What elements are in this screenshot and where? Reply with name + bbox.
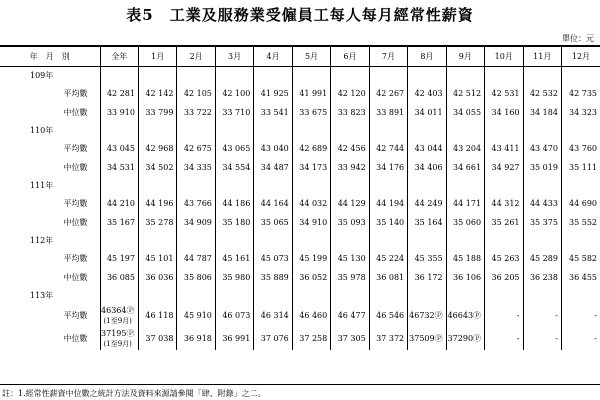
value-cell: 43 204: [446, 139, 484, 158]
empty-cell: [446, 232, 484, 249]
row-label: 平均數: [0, 194, 100, 213]
value-cell: 46 314: [254, 304, 292, 327]
value-cell: 42 281: [100, 84, 138, 103]
header-cell: 12月: [561, 47, 600, 67]
value-cell: 34 487: [254, 158, 292, 177]
value-cell: -: [594, 310, 597, 320]
value-cell: 37509Ⓟ: [408, 327, 446, 350]
value-cell: 35 060: [446, 213, 484, 232]
empty-cell: [254, 122, 292, 139]
year-row: [0, 232, 600, 249]
empty-cell: [446, 177, 484, 194]
value-cell: 44 196: [138, 194, 176, 213]
value-cell: 44 194: [369, 194, 407, 213]
value-cell: 45 263: [485, 249, 523, 268]
empty-cell: [254, 287, 292, 304]
value-cell: 41 991: [292, 84, 330, 103]
empty-cell: [292, 232, 330, 249]
value-cell: 33 823: [331, 103, 369, 122]
value-cell: 46643Ⓟ: [446, 304, 484, 327]
footnote: 註：1.經常性薪資中位數之統計方法及資料來源請參閱「肆、附錄」之二。: [2, 389, 266, 398]
value-cell: 36 991: [215, 327, 253, 350]
header-cell: 11月: [523, 47, 561, 67]
value-cell: 42 105: [177, 84, 215, 103]
value-cell: 45 197: [100, 249, 138, 268]
value-cell: -: [594, 333, 597, 343]
year-label: 110年: [0, 122, 100, 139]
value-cell: 33 710: [215, 103, 253, 122]
empty-cell: [331, 287, 369, 304]
value-cell: 34 173: [292, 158, 330, 177]
empty-cell: [254, 232, 292, 249]
value-cell: 44 312: [485, 194, 523, 213]
empty-cell: [215, 287, 253, 304]
header-cell: 全年: [100, 47, 138, 67]
empty-cell: [408, 122, 446, 139]
empty-cell: [485, 287, 523, 304]
value-cell: 36 238: [523, 268, 561, 287]
table-row: [0, 249, 600, 268]
empty-cell: [369, 177, 407, 194]
table-row: [0, 327, 600, 350]
table-row: [0, 139, 600, 158]
value-cell: 36 205: [485, 268, 523, 287]
row-label: 平均數: [0, 84, 100, 103]
value-cell: 34 406: [408, 158, 446, 177]
value-cell: 45 161: [215, 249, 253, 268]
value-cell: 43 045: [100, 139, 138, 158]
value-cell: [100, 327, 138, 350]
value-cell: 42 531: [485, 84, 523, 103]
empty-cell: [561, 122, 600, 139]
value-cell: 45 910: [177, 304, 215, 327]
header-cell: 4月: [254, 47, 292, 67]
year-label: 109年: [0, 67, 100, 85]
row-label: 中位數: [0, 103, 100, 122]
value-cell: 44 164: [254, 194, 292, 213]
value-cell: 45 101: [138, 249, 176, 268]
empty-cell: [292, 177, 330, 194]
value-cell: 42 403: [408, 84, 446, 103]
empty-cell: [561, 232, 600, 249]
table-row: [0, 103, 600, 122]
empty-cell: [215, 67, 253, 85]
value-cell: 44 433: [523, 194, 561, 213]
value-cell: 44 787: [177, 249, 215, 268]
empty-cell: [177, 122, 215, 139]
value-cell: -: [523, 327, 561, 350]
empty-cell: [485, 232, 523, 249]
value-cell: 42 735: [569, 89, 597, 98]
value-cell: 45 355: [408, 249, 446, 268]
value-cell: 34 011: [408, 103, 446, 122]
value-cell: -: [485, 327, 523, 350]
value-cell: 35 261: [485, 213, 523, 232]
value-cell: 46 546: [369, 304, 407, 327]
value-cell: 34 055: [446, 103, 484, 122]
value-cell: -: [485, 304, 523, 327]
empty-cell: [100, 177, 138, 194]
value-cell: 37 258: [292, 327, 330, 350]
table-row: [0, 268, 600, 287]
table-row: [0, 213, 600, 232]
row-label: 中位數: [0, 268, 100, 287]
value-text: 46364Ⓟ: [101, 305, 135, 315]
value-cell: 46732Ⓟ: [408, 304, 446, 327]
empty-cell: [177, 287, 215, 304]
value-cell: 37 038: [138, 327, 176, 350]
header-cell: 1月: [138, 47, 176, 67]
table-row: [0, 158, 600, 177]
empty-cell: [331, 122, 369, 139]
value-cell: 36 455: [569, 273, 597, 282]
value-cell: 44 129: [331, 194, 369, 213]
value-cell: 35 140: [369, 213, 407, 232]
header-cell: 6月: [331, 47, 369, 67]
empty-cell: [177, 67, 215, 85]
empty-cell: [292, 287, 330, 304]
value-cell: 34 160: [485, 103, 523, 122]
value-cell: 45 130: [331, 249, 369, 268]
empty-cell: [215, 177, 253, 194]
value-cell: 35 978: [331, 268, 369, 287]
value-cell: 45 582: [569, 254, 597, 263]
year-row: [0, 122, 600, 139]
value-cell: 35 552: [569, 218, 597, 227]
value-cell: 34 184: [523, 103, 561, 122]
empty-cell: [138, 177, 176, 194]
value-cell: 42 100: [215, 84, 253, 103]
year-label: 111年: [0, 177, 100, 194]
value-cell: 35 111: [569, 163, 597, 172]
header-cell: 10月: [485, 47, 523, 67]
value-cell: 33 675: [292, 103, 330, 122]
value-cell: 33 910: [100, 103, 138, 122]
row-label: 中位數: [0, 158, 100, 177]
value-cell: 46 073: [215, 304, 253, 327]
value-cell: 42 689: [292, 139, 330, 158]
value-cell: 36 036: [138, 268, 176, 287]
table-row: [0, 84, 600, 103]
value-text: 37195Ⓟ: [101, 328, 135, 338]
value-cell: 36 172: [408, 268, 446, 287]
header-cell: 年 月 別: [0, 47, 100, 67]
table-body: [0, 67, 600, 351]
value-cell: 43 040: [254, 139, 292, 158]
empty-cell: [485, 177, 523, 194]
empty-cell: [369, 122, 407, 139]
value-cell: 42 744: [369, 139, 407, 158]
value-cell: 35 167: [100, 213, 138, 232]
empty-cell: [369, 232, 407, 249]
empty-cell: [408, 177, 446, 194]
table-row: [0, 194, 600, 213]
empty-cell: [523, 67, 561, 85]
empty-cell: [100, 67, 138, 85]
value-cell: 43 470: [523, 139, 561, 158]
empty-cell: [446, 67, 484, 85]
empty-cell: [369, 67, 407, 85]
empty-cell: [177, 232, 215, 249]
empty-cell: [292, 67, 330, 85]
value-cell: 43 760: [569, 144, 597, 153]
value-cell: 44 210: [100, 194, 138, 213]
empty-cell: [254, 177, 292, 194]
period-note: (1至9月): [103, 316, 132, 325]
value-cell: 46 477: [331, 304, 369, 327]
row-label: 中位數: [0, 213, 100, 232]
value-cell: 44 032: [292, 194, 330, 213]
value-cell: 45 199: [292, 249, 330, 268]
empty-cell: [331, 177, 369, 194]
table-title: 表5 工業及服務業受僱員工每人每月經常性薪資: [126, 6, 474, 24]
value-cell: 37 372: [369, 327, 407, 350]
value-cell: 37290Ⓟ: [446, 327, 484, 350]
year-row: [0, 177, 600, 194]
empty-cell: [561, 177, 600, 194]
empty-cell: [446, 122, 484, 139]
row-label: 中位數: [0, 327, 100, 350]
value-cell: 41 925: [254, 84, 292, 103]
empty-cell: [331, 67, 369, 85]
value-cell: 33 799: [138, 103, 176, 122]
year-row: [0, 67, 600, 85]
value-cell: 35 278: [138, 213, 176, 232]
value-cell: 35 093: [331, 213, 369, 232]
value-cell: 42 968: [138, 139, 176, 158]
value-cell: 45 289: [523, 249, 561, 268]
value-cell: 37 305: [331, 327, 369, 350]
unit-label: 單位：元: [562, 34, 594, 43]
value-cell: 43 065: [215, 139, 253, 158]
header-cell: 8月: [408, 47, 446, 67]
header-cell: 7月: [369, 47, 407, 67]
value-cell: 42 120: [331, 84, 369, 103]
empty-cell: [254, 67, 292, 85]
empty-cell: [292, 122, 330, 139]
value-cell: 35 180: [215, 213, 253, 232]
empty-cell: [369, 287, 407, 304]
empty-cell: [561, 287, 600, 304]
value-cell: 36 081: [369, 268, 407, 287]
value-cell: 34 502: [138, 158, 176, 177]
value-cell: 44 171: [446, 194, 484, 213]
value-cell: [100, 304, 138, 327]
year-label: 113年: [0, 287, 100, 304]
value-cell: 35 375: [523, 213, 561, 232]
value-cell: 42 456: [331, 139, 369, 158]
empty-cell: [523, 287, 561, 304]
value-cell: 33 942: [331, 158, 369, 177]
empty-cell: [485, 122, 523, 139]
value-cell: 34 927: [485, 158, 523, 177]
year-row: [0, 287, 600, 304]
value-cell: 43 766: [177, 194, 215, 213]
value-cell: 43 044: [408, 139, 446, 158]
empty-cell: [138, 122, 176, 139]
empty-cell: [408, 232, 446, 249]
empty-cell: [138, 67, 176, 85]
value-cell: -: [523, 304, 561, 327]
row-label: 平均數: [0, 139, 100, 158]
empty-cell: [138, 232, 176, 249]
empty-cell: [523, 232, 561, 249]
empty-cell: [100, 232, 138, 249]
row-label: 平均數: [0, 249, 100, 268]
value-cell: 44 690: [569, 199, 597, 208]
value-cell: 42 532: [523, 84, 561, 103]
value-cell: 45 188: [446, 249, 484, 268]
empty-cell: [523, 122, 561, 139]
value-cell: 34 910: [292, 213, 330, 232]
empty-cell: [138, 287, 176, 304]
salary-table: [0, 47, 600, 350]
value-cell: 46 460: [292, 304, 330, 327]
value-cell: 34 531: [100, 158, 138, 177]
empty-cell: [215, 122, 253, 139]
empty-cell: [561, 67, 600, 85]
value-cell: 35 019: [523, 158, 561, 177]
bottom-rule: [0, 384, 600, 385]
empty-cell: [215, 232, 253, 249]
header-cell: 9月: [446, 47, 484, 67]
empty-cell: [446, 287, 484, 304]
row-label: 平均數: [0, 304, 100, 327]
value-cell: 35 889: [254, 268, 292, 287]
value-cell: 34 176: [369, 158, 407, 177]
header-cell: 5月: [292, 47, 330, 67]
empty-cell: [177, 177, 215, 194]
value-cell: 45 073: [254, 249, 292, 268]
header-row: [0, 47, 600, 67]
empty-cell: [408, 287, 446, 304]
value-cell: 37 076: [254, 327, 292, 350]
header-cell: 3月: [215, 47, 253, 67]
empty-cell: [100, 122, 138, 139]
value-cell: 35 980: [215, 268, 253, 287]
value-cell: 35 806: [177, 268, 215, 287]
table-row: [0, 304, 600, 327]
value-cell: 36 918: [177, 327, 215, 350]
empty-cell: [408, 67, 446, 85]
value-cell: 36 085: [100, 268, 138, 287]
value-cell: 42 512: [446, 84, 484, 103]
value-cell: 42 675: [177, 139, 215, 158]
value-cell: 34 909: [177, 213, 215, 232]
value-cell: 35 065: [254, 213, 292, 232]
empty-cell: [485, 67, 523, 85]
value-cell: 34 661: [446, 158, 484, 177]
empty-cell: [100, 287, 138, 304]
period-note: (1至9月): [103, 339, 132, 348]
value-cell: 36 052: [292, 268, 330, 287]
value-cell: 44 249: [408, 194, 446, 213]
value-cell: 34 323: [569, 108, 597, 117]
value-cell: 42 142: [138, 84, 176, 103]
value-cell: 34 554: [215, 158, 253, 177]
value-cell: 43 411: [485, 139, 523, 158]
value-cell: 34 335: [177, 158, 215, 177]
header-cell: 2月: [177, 47, 215, 67]
value-cell: 45 224: [369, 249, 407, 268]
value-cell: 35 164: [408, 213, 446, 232]
value-cell: 36 106: [446, 268, 484, 287]
value-cell: 33 722: [177, 103, 215, 122]
empty-cell: [331, 232, 369, 249]
value-cell: 42 267: [369, 84, 407, 103]
value-cell: 46 118: [138, 304, 176, 327]
year-label: 112年: [0, 232, 100, 249]
value-cell: 44 186: [215, 194, 253, 213]
value-cell: 33 891: [369, 103, 407, 122]
value-cell: 33 541: [254, 103, 292, 122]
empty-cell: [523, 177, 561, 194]
